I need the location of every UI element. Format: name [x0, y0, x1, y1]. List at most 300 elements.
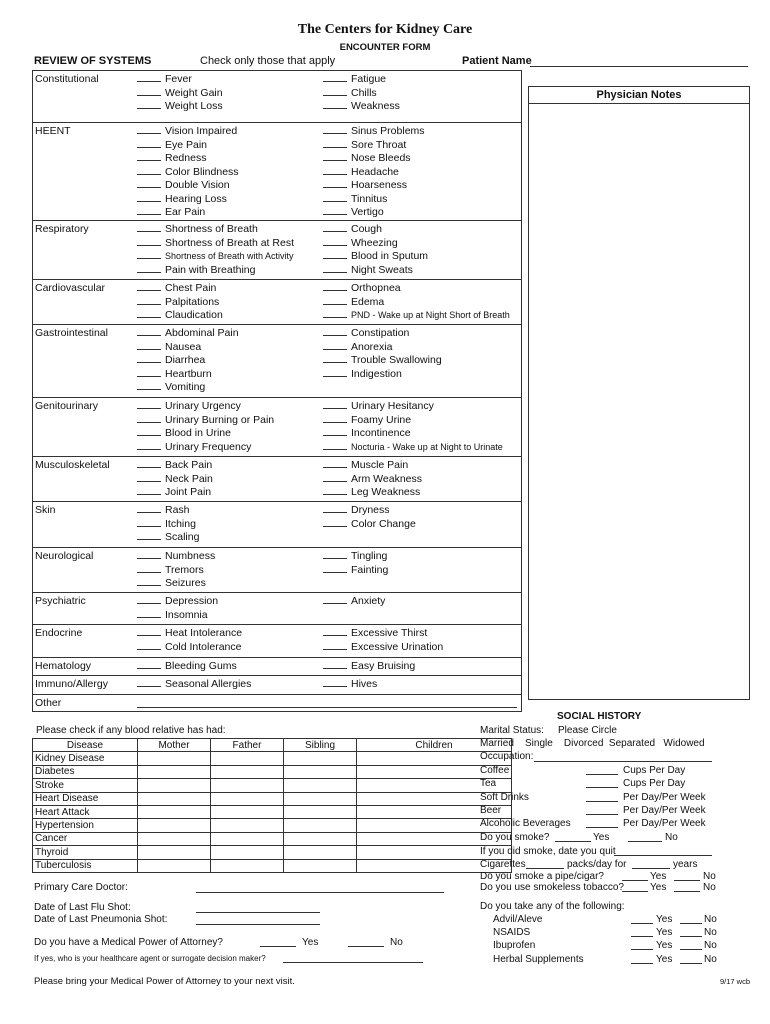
symptom-item[interactable] — [323, 441, 503, 455]
section-name: HEENT — [35, 125, 71, 137]
symptom-item[interactable] — [323, 193, 425, 207]
coffee-field[interactable] — [586, 774, 618, 775]
symptom-label: Sore Throat — [351, 138, 407, 151]
symptom-item[interactable] — [137, 518, 199, 532]
symptom-label: Scaling — [165, 531, 200, 543]
med-label: Herbal Supplements — [493, 954, 584, 965]
med-yes-blank[interactable] — [631, 936, 653, 937]
symptom-label: Chills — [351, 86, 377, 99]
social-history-title: SOCIAL HISTORY — [557, 711, 642, 722]
symptom-item[interactable] — [323, 427, 503, 441]
check-blank[interactable] — [137, 660, 161, 669]
symptom-label: Edema — [351, 295, 385, 308]
family-history-table — [32, 738, 512, 873]
check-blank[interactable] — [137, 577, 161, 586]
symptom-item[interactable] — [137, 206, 239, 220]
section-gastrointestinal — [33, 324, 521, 398]
symptom-item[interactable] — [323, 504, 416, 518]
check-blank[interactable] — [137, 595, 161, 604]
check-blank[interactable] — [323, 627, 347, 636]
symptom-item[interactable] — [137, 641, 242, 655]
relative-check-cell[interactable] — [284, 752, 357, 765]
symptom-item[interactable] — [137, 459, 213, 473]
check-blank[interactable] — [323, 400, 347, 409]
pneumonia-shot-field[interactable] — [196, 924, 320, 925]
symptom-item[interactable] — [137, 282, 223, 296]
symptom-label: Weight Loss — [165, 100, 223, 112]
tea-field[interactable] — [586, 787, 618, 788]
symptom-item[interactable] — [323, 250, 428, 264]
check-blank[interactable] — [137, 193, 161, 202]
symptom-item[interactable] — [323, 414, 503, 428]
check-blank[interactable] — [137, 73, 161, 82]
med-yes-blank[interactable] — [631, 949, 653, 950]
symptom-label: Ear Pain — [165, 206, 206, 218]
check-blank[interactable] — [323, 296, 347, 305]
smokeless-yes-label: Yes — [650, 882, 667, 893]
beer-unit: Per Day/Per Week — [623, 805, 706, 816]
symptom-item[interactable] — [137, 179, 239, 193]
beer-field[interactable] — [586, 814, 618, 815]
check-blank[interactable] — [137, 354, 161, 363]
symptom-label: Eye Pain — [165, 138, 208, 151]
symptom-item[interactable] — [137, 564, 215, 578]
symptom-item[interactable] — [137, 341, 239, 355]
form-title: The Centers for Kidney Care — [297, 22, 473, 37]
pipe-yes-blank[interactable] — [622, 880, 648, 881]
check-blank[interactable] — [323, 73, 347, 82]
symptom-item[interactable] — [323, 152, 425, 166]
check-blank[interactable] — [323, 414, 347, 423]
check-blank[interactable] — [323, 459, 347, 468]
relative-check-cell[interactable] — [138, 805, 211, 818]
symptom-item[interactable] — [137, 264, 294, 278]
symptom-item[interactable] — [323, 595, 385, 609]
col-header-mother: Mother — [138, 739, 211, 752]
symptom-item[interactable] — [323, 223, 428, 237]
symptom-item[interactable] — [137, 237, 294, 251]
med-yes-label: Yes — [656, 940, 673, 951]
relative-check-cell[interactable] — [284, 859, 357, 872]
symptom-item[interactable] — [137, 327, 239, 341]
smoke-years-field[interactable] — [632, 868, 670, 869]
symptom-label: Weakness — [351, 100, 400, 112]
relative-check-cell[interactable] — [211, 792, 284, 805]
check-blank[interactable] — [323, 427, 347, 436]
physician-notes-box[interactable] — [528, 86, 750, 700]
check-blank[interactable] — [137, 327, 161, 336]
check-blank[interactable] — [323, 87, 347, 96]
symptom-item[interactable] — [137, 609, 218, 623]
relative-check-cell[interactable] — [211, 819, 284, 832]
symptom-item[interactable] — [323, 296, 510, 310]
check-blank[interactable] — [137, 341, 161, 350]
symptom-item[interactable] — [323, 486, 422, 500]
check-blank[interactable] — [137, 400, 161, 409]
check-blank[interactable] — [323, 660, 347, 669]
symptom-label: Nose Bleeds — [351, 152, 411, 164]
check-blank[interactable] — [137, 414, 161, 423]
family-history-prompt: Please check if any blood relative has had: — [36, 725, 226, 736]
section-name: Musculoskeletal — [35, 459, 110, 471]
symptom-item[interactable] — [323, 309, 510, 323]
check-blank[interactable] — [137, 473, 161, 482]
symptom-label: Tingling — [351, 550, 388, 562]
check-blank[interactable] — [323, 309, 347, 318]
check-blank[interactable] — [137, 518, 161, 527]
smokeless-yes-blank[interactable] — [622, 891, 648, 892]
check-blank[interactable] — [137, 309, 161, 318]
symptom-item[interactable] — [137, 125, 239, 139]
med-yes-blank[interactable] — [631, 923, 653, 924]
pipe-no-label: No — [703, 871, 716, 882]
smoke-question: Do you smoke? — [480, 832, 550, 843]
smokeless-no-blank[interactable] — [674, 891, 700, 892]
symptom-item[interactable] — [137, 166, 239, 180]
check-blank[interactable] — [323, 193, 347, 202]
marital-status-label: Marital Status: — [480, 725, 544, 736]
relative-check-cell[interactable] — [211, 832, 284, 845]
check-blank[interactable] — [137, 427, 161, 436]
form-subtitle: ENCOUNTER FORM — [339, 42, 431, 53]
symptom-item[interactable] — [323, 627, 443, 641]
symptom-item[interactable] — [323, 564, 388, 578]
check-blank[interactable] — [137, 264, 161, 273]
relative-check-cell[interactable] — [138, 752, 211, 765]
symptom-item[interactable] — [137, 627, 242, 641]
symptom-item[interactable] — [323, 327, 442, 341]
symptom-item[interactable] — [137, 427, 274, 441]
years-label: years — [673, 859, 698, 870]
check-blank[interactable] — [323, 223, 347, 232]
packs-per-day-field[interactable] — [526, 868, 564, 869]
check-blank[interactable] — [323, 125, 347, 134]
symptom-item[interactable] — [323, 518, 416, 532]
check-blank[interactable] — [137, 381, 161, 390]
relative-check-cell[interactable] — [284, 805, 357, 818]
symptom-item[interactable] — [323, 473, 422, 487]
symptom-item[interactable] — [323, 73, 400, 87]
symptom-item[interactable] — [323, 400, 503, 414]
quit-question: If you did smoke, date you quit — [480, 846, 616, 857]
symptom-item[interactable] — [137, 296, 223, 310]
check-blank[interactable] — [323, 473, 347, 482]
symptom-label: Insomnia — [165, 608, 208, 621]
relative-check-cell[interactable] — [284, 832, 357, 845]
symptom-item[interactable] — [323, 166, 425, 180]
symptom-item[interactable] — [323, 354, 442, 368]
symptom-item[interactable] — [137, 550, 215, 564]
check-blank[interactable] — [323, 341, 347, 350]
relative-check-cell[interactable] — [138, 859, 211, 872]
symptom-item[interactable] — [137, 504, 199, 518]
check-blank[interactable] — [137, 223, 161, 232]
poa-no-blank[interactable] — [348, 946, 384, 947]
disease-cell: Hypertension — [33, 819, 138, 832]
symptom-item[interactable] — [137, 678, 251, 692]
symptom-label: Vision Impaired — [165, 125, 238, 137]
symptom-item[interactable] — [323, 678, 377, 692]
agent-field[interactable] — [283, 962, 423, 963]
check-blank[interactable] — [137, 166, 161, 175]
relative-check-cell[interactable] — [138, 832, 211, 845]
tea-unit: Cups Per Day — [623, 778, 686, 789]
marital-options[interactable]: Married Single Divorced Separated Widowed — [480, 738, 705, 749]
symptom-item[interactable] — [137, 152, 239, 166]
relative-check-cell[interactable] — [284, 819, 357, 832]
symptom-label: Shortness of Breath with Activity — [165, 251, 294, 261]
symptom-item[interactable] — [137, 595, 218, 609]
check-blank[interactable] — [323, 486, 347, 495]
check-blank[interactable] — [137, 678, 161, 687]
table-row — [33, 846, 512, 859]
symptom-label: Chest Pain — [165, 282, 217, 294]
alcohol-unit: Per Day/Per Week — [623, 818, 706, 829]
soft-drinks-field[interactable] — [586, 801, 618, 802]
check-blank[interactable] — [323, 678, 347, 687]
med-no-blank[interactable] — [680, 949, 702, 950]
relative-check-cell[interactable] — [138, 792, 211, 805]
symptom-label: Back Pain — [165, 459, 213, 471]
check-blank[interactable] — [323, 250, 347, 259]
relative-check-cell[interactable] — [138, 846, 211, 859]
med-no-blank[interactable] — [680, 963, 702, 964]
pipe-no-blank[interactable] — [674, 880, 700, 881]
smoke-no-blank[interactable] — [628, 841, 662, 842]
check-blank[interactable] — [323, 166, 347, 175]
symptom-item[interactable] — [137, 473, 213, 487]
check-blank[interactable] — [323, 264, 347, 273]
symptom-item[interactable] — [323, 125, 425, 139]
section-neurological — [33, 547, 521, 593]
symptom-label: Anxiety — [351, 595, 386, 607]
check-blank[interactable] — [137, 282, 161, 291]
check-blank[interactable] — [137, 179, 161, 188]
symptom-item[interactable] — [137, 193, 239, 207]
col-header-disease: Disease — [33, 739, 138, 752]
check-blank[interactable] — [137, 627, 161, 636]
symptom-label: Joint Pain — [165, 486, 212, 498]
check-blank[interactable] — [137, 139, 161, 148]
symptom-item[interactable] — [137, 441, 274, 455]
symptom-item[interactable] — [323, 459, 422, 473]
check-blank[interactable] — [323, 354, 347, 363]
section-name: Hematology — [35, 660, 92, 672]
symptom-label: Vertigo — [351, 206, 384, 218]
occupation-field[interactable] — [534, 761, 712, 762]
symptom-item[interactable] — [137, 414, 274, 428]
relative-check-cell[interactable] — [138, 779, 211, 792]
section-name: Other — [35, 697, 62, 709]
disease-cell: Heart Disease — [33, 792, 138, 805]
symptom-item[interactable] — [137, 660, 237, 674]
check-blank[interactable] — [323, 595, 347, 604]
med-no-blank[interactable] — [680, 923, 702, 924]
symptom-item[interactable] — [137, 100, 223, 114]
symptom-item[interactable] — [137, 486, 213, 500]
table-row — [33, 819, 512, 832]
check-blank[interactable] — [137, 206, 161, 215]
check-blank[interactable] — [137, 459, 161, 468]
symptom-item[interactable] — [323, 206, 425, 220]
symptom-item[interactable] — [323, 139, 425, 153]
patient-name-label: Patient Name — [462, 55, 532, 67]
symptom-item[interactable] — [137, 381, 239, 395]
symptom-item[interactable] — [137, 309, 223, 323]
check-blank[interactable] — [323, 282, 347, 291]
section-name: Constitutional — [35, 73, 99, 85]
symptom-label: Cold Intolerance — [165, 640, 242, 653]
check-blank[interactable] — [323, 441, 347, 450]
table-row — [33, 805, 512, 818]
primary-care-label: Primary Care Doctor: — [34, 882, 128, 893]
check-blank[interactable] — [323, 206, 347, 215]
check-blank[interactable] — [137, 296, 161, 305]
relative-check-cell[interactable] — [138, 765, 211, 778]
symptom-label: Fever — [165, 73, 192, 85]
section-name: Respiratory — [35, 223, 89, 235]
check-blank[interactable] — [137, 504, 161, 513]
med-no-label: No — [704, 940, 717, 951]
check-blank[interactable] — [137, 609, 161, 618]
check-blank[interactable] — [323, 237, 347, 246]
check-blank[interactable] — [137, 100, 161, 109]
relative-check-cell[interactable] — [284, 779, 357, 792]
check-blank[interactable] — [323, 327, 347, 336]
quit-date-field[interactable] — [614, 855, 712, 856]
relative-check-cell[interactable] — [211, 765, 284, 778]
disease-cell: Heart Attack — [33, 805, 138, 818]
poa-yes-blank[interactable] — [260, 946, 296, 947]
symptom-label: Hives — [351, 678, 378, 690]
symptom-item[interactable] — [137, 87, 223, 101]
med-yes-blank[interactable] — [631, 963, 653, 964]
check-blank[interactable] — [137, 486, 161, 495]
other-field[interactable] — [137, 707, 517, 708]
symptom-item[interactable] — [323, 237, 428, 251]
section-constitutional — [33, 71, 521, 122]
med-label: NSAIDS — [493, 927, 531, 938]
relative-check-cell[interactable] — [284, 765, 357, 778]
check-blank[interactable] — [323, 518, 347, 527]
check-blank[interactable] — [137, 441, 161, 450]
relative-check-cell[interactable] — [284, 792, 357, 805]
relative-check-cell[interactable] — [211, 805, 284, 818]
symptom-item[interactable] — [137, 577, 215, 591]
section-psychiatric — [33, 592, 521, 625]
relative-check-cell[interactable] — [138, 819, 211, 832]
symptom-item[interactable] — [137, 73, 223, 87]
symptom-item[interactable] — [137, 400, 274, 414]
check-blank[interactable] — [323, 139, 347, 148]
symptom-item[interactable] — [323, 641, 443, 655]
col-header-father: Father — [211, 739, 284, 752]
symptom-label: Color Blindness — [165, 165, 239, 178]
relative-check-cell[interactable] — [284, 846, 357, 859]
symptom-item[interactable] — [323, 264, 428, 278]
symptom-item[interactable] — [323, 282, 510, 296]
check-blank[interactable] — [323, 100, 347, 109]
soft-drinks-label: Soft Drinks — [480, 792, 529, 803]
symptom-label: Dryness — [351, 504, 390, 516]
check-blank[interactable] — [323, 550, 347, 559]
coffee-label: Coffee — [480, 765, 510, 776]
check-blank[interactable] — [323, 564, 347, 573]
check-blank[interactable] — [323, 368, 347, 377]
med-yes-label: Yes — [656, 914, 673, 925]
relative-check-cell[interactable] — [211, 846, 284, 859]
symptom-item[interactable] — [137, 250, 294, 264]
check-blank[interactable] — [137, 564, 161, 573]
disease-cell: Tuberculosis — [33, 859, 138, 872]
pipe-yes-label: Yes — [650, 871, 667, 882]
beer-label: Beer — [480, 805, 502, 816]
symptom-label: Urinary Frequency — [165, 440, 252, 453]
tea-label: Tea — [480, 778, 497, 789]
symptom-label: Excessive Urination — [351, 640, 444, 653]
check-blank[interactable] — [323, 152, 347, 161]
smoke-yes-blank[interactable] — [555, 841, 591, 842]
symptom-item[interactable] — [323, 341, 442, 355]
symptom-item[interactable] — [137, 531, 199, 545]
check-blank[interactable] — [137, 250, 161, 259]
symptom-item[interactable] — [323, 100, 400, 114]
symptom-label: Palpitations — [165, 295, 220, 308]
check-blank[interactable] — [137, 550, 161, 559]
symptom-item[interactable] — [323, 368, 442, 382]
symptom-label: Fainting — [351, 563, 389, 576]
section-name: Cardiovascular — [35, 282, 106, 294]
check-blank[interactable] — [323, 641, 347, 650]
soft-drinks-unit: Per Day/Per Week — [623, 792, 706, 803]
symptom-item[interactable] — [137, 354, 239, 368]
check-blank[interactable] — [137, 641, 161, 650]
section-other — [33, 694, 521, 712]
symptom-label: Weight Gain — [165, 86, 223, 99]
check-blank[interactable] — [137, 152, 161, 161]
symptom-item[interactable] — [137, 139, 239, 153]
relative-check-cell[interactable] — [211, 859, 284, 872]
patient-name-field[interactable] — [530, 66, 748, 67]
primary-care-field[interactable] — [196, 892, 444, 893]
symptom-item[interactable] — [323, 179, 425, 193]
symptom-item[interactable] — [137, 223, 294, 237]
symptom-item[interactable] — [137, 368, 239, 382]
relative-check-cell[interactable] — [211, 752, 284, 765]
section-name: Immuno/Allergy — [35, 678, 108, 690]
col-header-children: Children — [357, 739, 512, 752]
symptom-label: Claudication — [165, 309, 223, 321]
check-blank[interactable] — [137, 531, 161, 540]
symptom-item[interactable] — [323, 87, 400, 101]
check-blank[interactable] — [323, 504, 347, 513]
relative-check-cell[interactable] — [211, 779, 284, 792]
check-blank[interactable] — [137, 237, 161, 246]
check-blank[interactable] — [137, 368, 161, 377]
section-skin — [33, 501, 521, 548]
alcohol-field[interactable] — [586, 827, 618, 828]
symptom-item[interactable] — [323, 660, 415, 674]
check-blank[interactable] — [137, 125, 161, 134]
section-endocrine — [33, 624, 521, 658]
med-no-blank[interactable] — [680, 936, 702, 937]
check-blank[interactable] — [323, 179, 347, 188]
flu-shot-field[interactable] — [196, 912, 320, 913]
symptom-item[interactable] — [323, 550, 388, 564]
agent-question: If yes, who is your healthcare agent or surrogate decision maker? — [34, 954, 266, 963]
check-blank[interactable] — [137, 87, 161, 96]
section-name: Neurological — [35, 550, 94, 562]
